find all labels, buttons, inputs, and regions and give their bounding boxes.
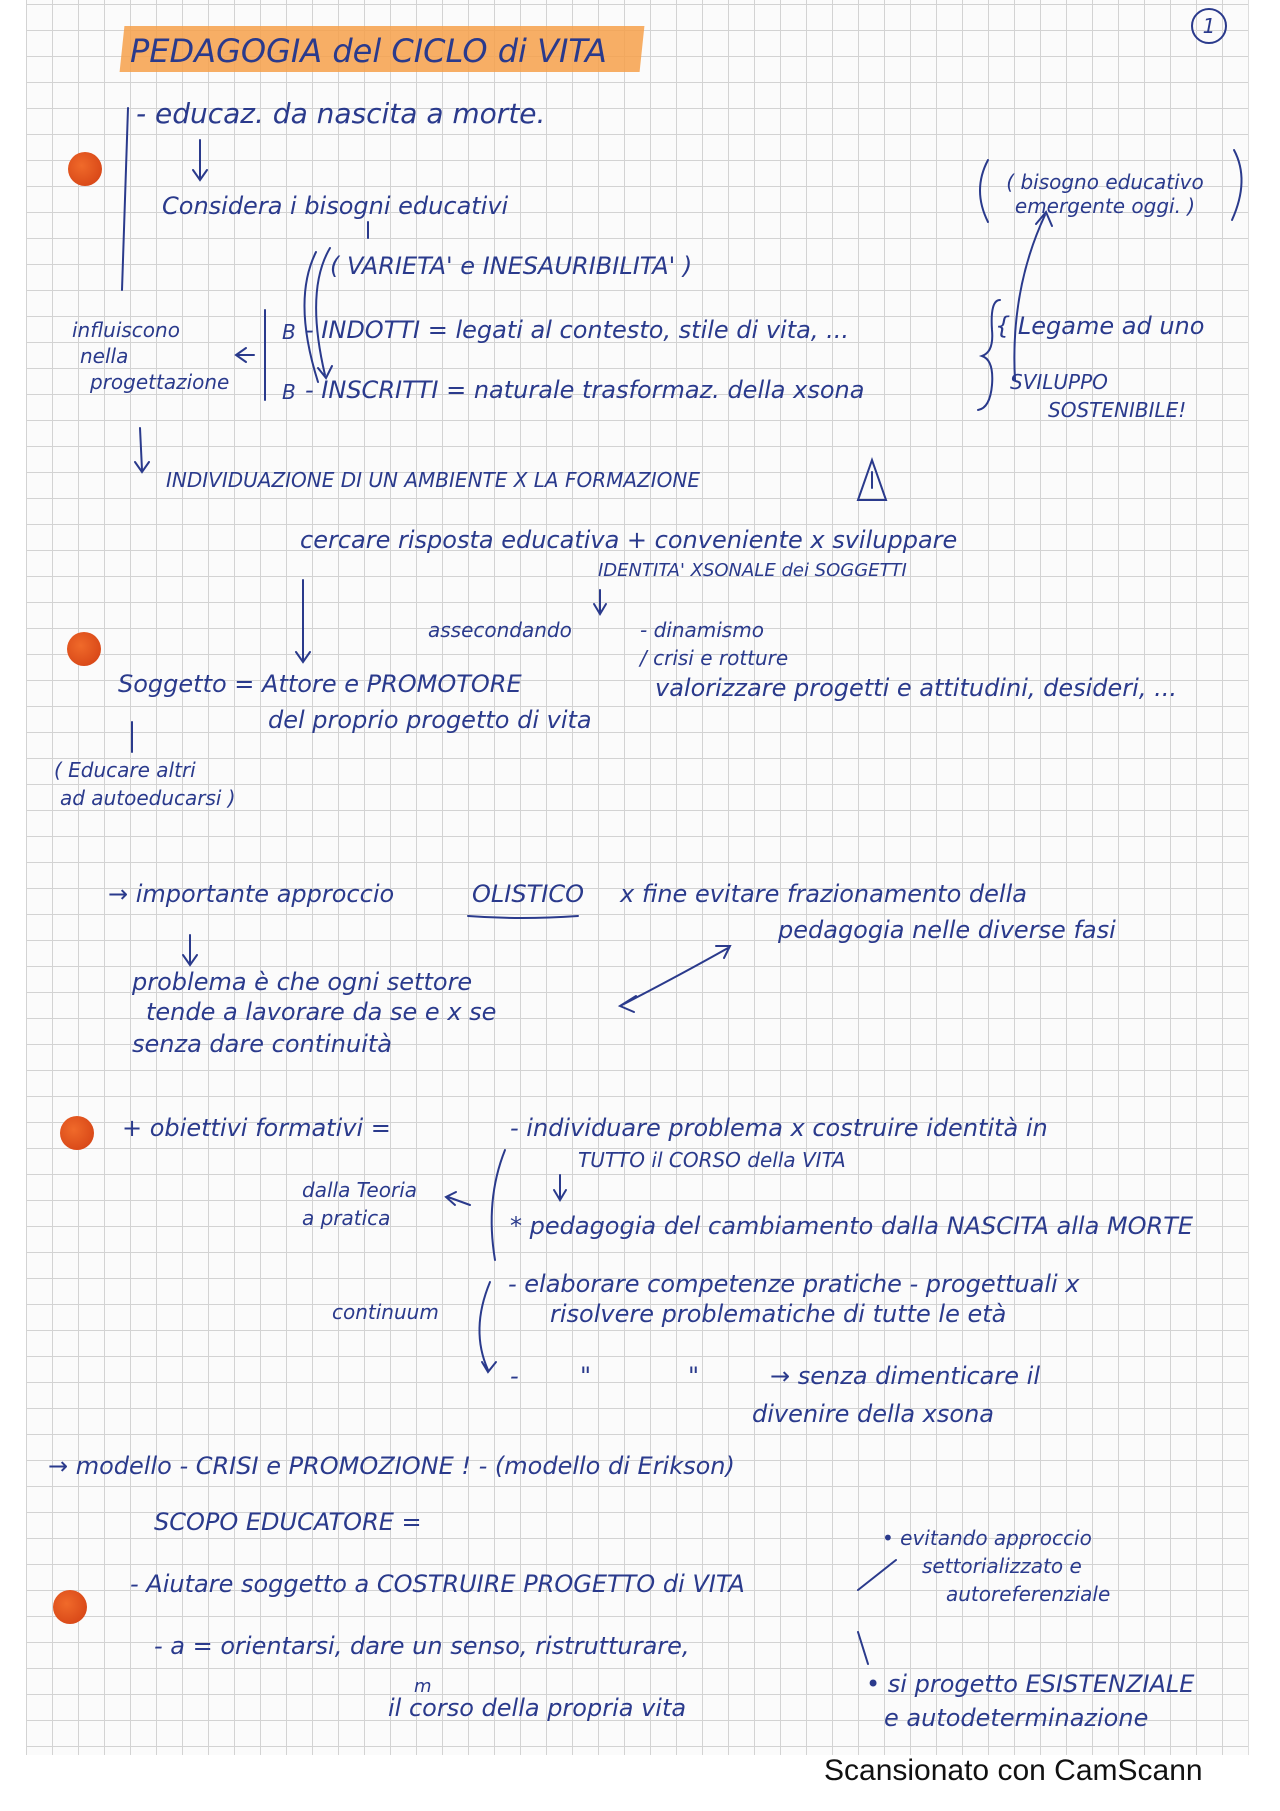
page-number: 1 — [1191, 8, 1227, 44]
ob2-line: * pedagogia del cambiamento dalla NASCITA alla MORTE — [510, 1212, 1194, 1240]
olistico-post2: pedagogia nelle diverse fasi — [778, 916, 1116, 944]
ob1b-line: TUTTO il CORSO della VITA — [578, 1148, 846, 1172]
inscritti-line: - INSCRITTI = naturale trasformaz. della xsona — [305, 376, 865, 404]
ob3-line: - elaborare competenze pratiche - progettuali x — [508, 1270, 1080, 1298]
cercare-line1: cercare risposta educativa + conveniente x sviluppare — [300, 526, 958, 554]
bullet-dot — [67, 632, 101, 666]
ob1-line: - individuare problema x costruire identità in — [510, 1114, 1048, 1142]
dinamismo-line1: - dinamismo — [640, 618, 764, 642]
ob4-line: → senza dimenticare il — [770, 1362, 1040, 1390]
ob4-ditto-1: " — [580, 1362, 592, 1390]
ob4-ditto-2: " — [688, 1362, 700, 1390]
scanner-watermark: Scansionato con CamScann — [824, 1754, 1203, 1787]
influ-line2: nella — [80, 344, 129, 368]
evitando-line3: autoreferenziale — [946, 1582, 1111, 1606]
progetto-line2: e autodeterminazione — [884, 1704, 1149, 1732]
olistico-post: x fine evitare frazionamento della — [620, 880, 1027, 908]
b-label-2: B — [282, 380, 296, 404]
influ-line1: influiscono — [72, 318, 180, 342]
olistico-pre: → importante approccio — [108, 880, 395, 908]
cercare-line2: IDENTITA' XSONALE dei SOGGETTI — [598, 560, 907, 581]
a-line: - a = orientarsi, dare un senso, ristrutturare, — [154, 1632, 690, 1660]
b-label-1: B — [282, 320, 296, 344]
legame-line2: SVILUPPO — [1010, 370, 1108, 394]
s1-line1: - educaz. da nascita a morte. — [136, 97, 546, 130]
bullet-dot — [60, 1116, 94, 1150]
ob4e-line: divenire della xsona — [752, 1400, 994, 1428]
v-mark: m — [414, 1676, 432, 1697]
problema-line3: senza dare continuità — [132, 1030, 392, 1058]
page-title: PEDAGOGIA del CICLO di VITA — [130, 32, 607, 70]
olistico-word: OLISTICO — [472, 880, 584, 908]
problema-line1: problema è che ogni settore — [132, 968, 473, 996]
s1-line3: ( VARIETA' e INESAURIBILITA' ) — [330, 252, 693, 280]
teoria-line2: a pratica — [302, 1206, 391, 1230]
bullet-dot — [53, 1590, 87, 1624]
progetto-line1: • si progetto ESISTENZIALE — [866, 1670, 1195, 1698]
ob3b-line: risolvere problematiche di tutte le età — [550, 1300, 1007, 1328]
il-corso-line: il corso della propria vita — [388, 1694, 687, 1722]
assecondando: assecondando — [428, 618, 572, 642]
problema-line2: tende a lavorare da se e x se — [146, 998, 497, 1026]
obiettivi-line: + obiettivi formativi = — [122, 1114, 391, 1142]
legame-line1: { Legame ad uno — [995, 312, 1205, 340]
educare-line2: ad autoeducarsi ) — [60, 786, 236, 810]
bullet-dot — [68, 152, 102, 186]
s1-line2: Considera i bisogni educativi — [162, 192, 509, 220]
evitando-line1: • evitando approccio — [882, 1526, 1092, 1550]
educare-line1: ( Educare altri — [54, 758, 196, 782]
evitando-line2: settorializzato e — [922, 1554, 1082, 1578]
indotti-line: - INDOTTI = legati al contesto, stile di vita, ... — [305, 316, 849, 344]
ambiente-line: INDIVIDUAZIONE DI UN AMBIENTE X LA FORMAZIONE — [166, 468, 700, 492]
ob4-dash: - — [510, 1362, 519, 1390]
aiutare-line: - Aiutare soggetto a COSTRUIRE PROGETTO di VITA — [130, 1570, 745, 1598]
influ-line3: progettazione — [90, 370, 230, 394]
modello-line: → modello - CRISI e PROMOZIONE ! - (modello di Erikson) — [48, 1452, 735, 1480]
soggetto-line2: del proprio progetto di vita — [268, 706, 592, 734]
teoria-line1: dalla Teoria — [302, 1178, 417, 1202]
legame-line3: SOSTENIBILE! — [1048, 398, 1187, 422]
soggetto-line1: Soggetto = Attore e PROMOTORE — [118, 670, 522, 698]
note-top-right: ( bisogno educativo emergente oggi. ) — [1006, 170, 1204, 218]
continuum: continuum — [332, 1300, 439, 1324]
scopo-line: SCOPO EDUCATORE = — [154, 1508, 422, 1536]
dinamismo-line3: valorizzare progetti e attitudini, desideri, ... — [655, 674, 1177, 702]
dinamismo-line2: / crisi e rotture — [640, 646, 789, 670]
